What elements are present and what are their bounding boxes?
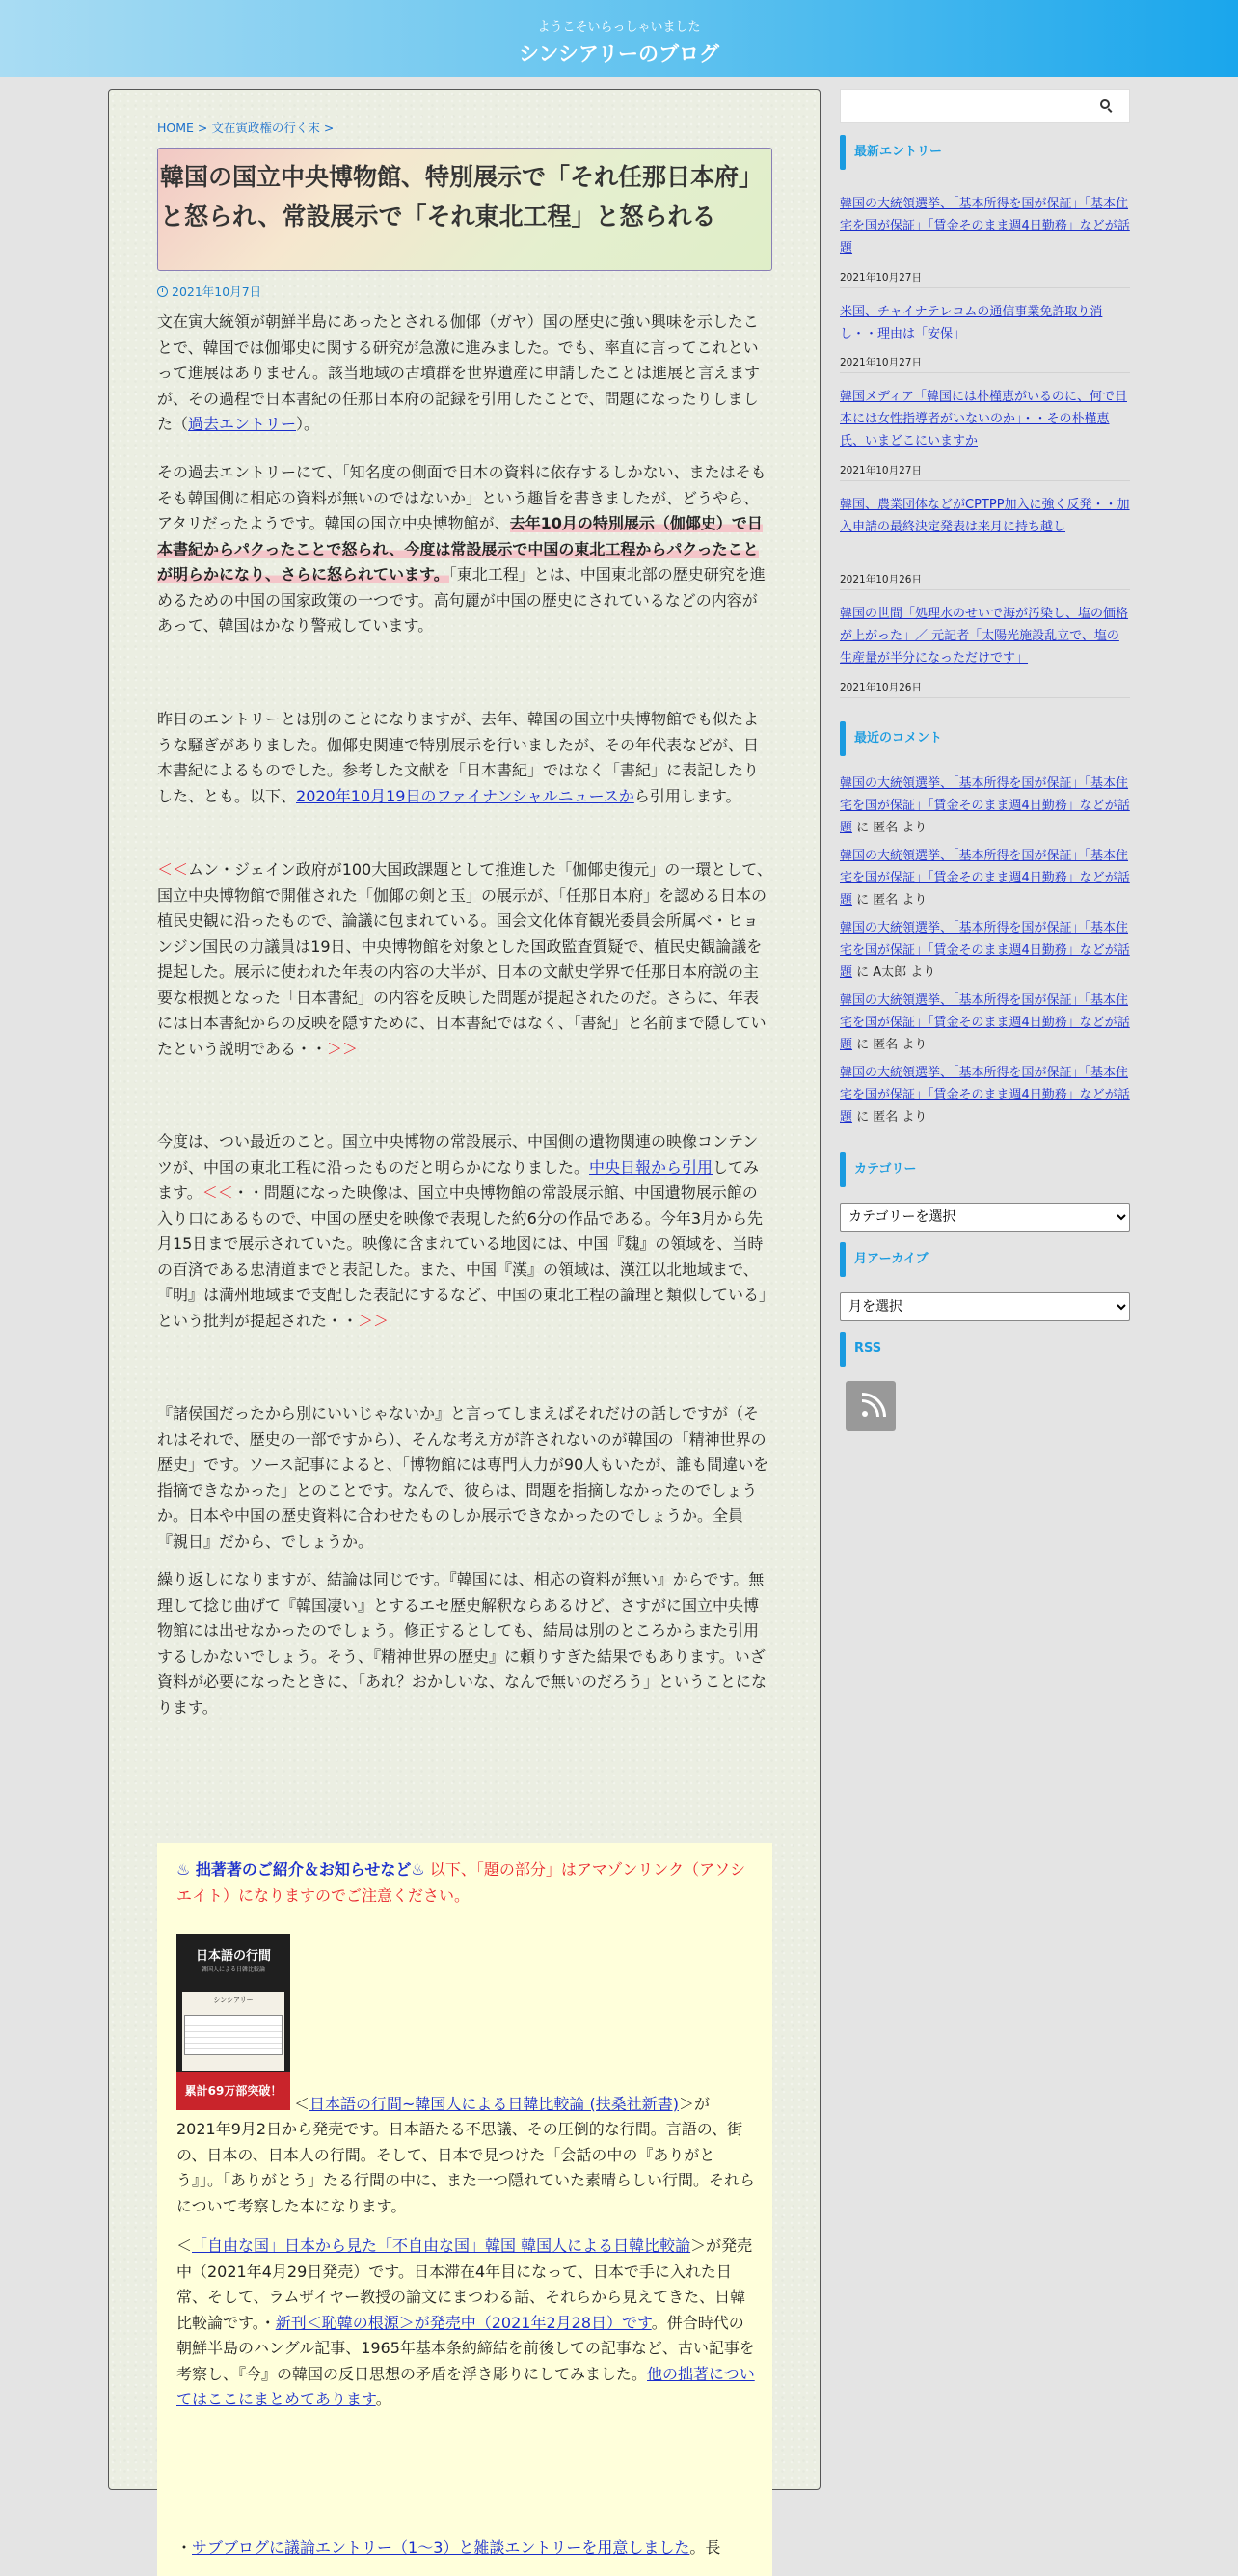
search-icon[interactable]: [1100, 99, 1110, 109]
paragraph-4: [157, 1129, 772, 1334]
book1-link[interactable]: 日本語の行間~韓国人による日韓比較論 (扶桑社新書): [310, 2095, 679, 2113]
breadcrumb-sep: >: [193, 121, 212, 135]
recent-entry-link[interactable]: 韓国の大統領選挙、「基本所得を国が保証」「基本住宅を国が保証」「賃金そのまま週4日勤務」などが話題: [840, 197, 1130, 256]
book-cover-title: 日本語の行間: [195, 1949, 271, 1964]
book1-description: 2021年9月2日から発売です。日本語たる不思議、その圧倒的な行間。言語の、街の、日本の、日本人の行間。そして、日本で見つけた「会話の中の『ありがとう』」。「ありがとう」たる行間の中に、また一つ隠れていた素晴らしい行間。それらについて考察した本になります。: [176, 2120, 756, 2215]
post-date: [157, 283, 772, 300]
book-cover-author: シンシアリー: [213, 1996, 254, 2004]
comment-author: に 匿名 より: [852, 1110, 928, 1125]
post-title: 韓国の国立中央博物館、特別展示で「それ任那日本府」と怒られ、常設展示で「それ東北工程」と怒られる: [157, 148, 772, 271]
quote-close-mark: ＞＞: [327, 1039, 359, 1058]
paragraph-text: 今度は、つい最近のこと。国立中央博物の常設展示、中国側の遺物関連の映像コンテンツが、中国の東北工程に沿ったものだと明らかになりました。: [157, 1132, 759, 1177]
comment-author: に 匿名 より: [852, 893, 928, 908]
recent-entry-date: 2021年10月27日: [840, 465, 922, 476]
recent-entry-link[interactable]: 韓国の世間「処理水のせいで海が汚染し、塩の価格が上がった」／ 元記者「太陽光施設乱立で、塩の生産量が半分になっただけです」: [840, 607, 1129, 665]
recent-entry-link[interactable]: 韓国メディア「韓国には朴槿恵がいるのに、何で日本には女性指導者がいないのか」・・その朴槿恵氏、いまどこにいますか: [840, 390, 1127, 448]
recent-comment: [840, 917, 1130, 984]
quote-text: ムン・ジェイン政府が100大国政課題として推進した「伽倻史復元」の一環として、国立中央博物館で開催された「伽倻の剣と玉」の展示が、「任那日本府」を認める日本の植民史観に沿ったもので、論議に包まれている。国会文化体育観光委員会所属ベ・ヒョンジン国民の力議員は19日、中央博物館を対象とした国政監査質疑で、植民史観論議を提起した。展示に使われた年表の内容の大半が、日本の文献史学界で任那日本府説の主要な根拠となった「日本書紀」の内容を反映した問題が提起されたのだ。さらに、年表には日本書紀からの反映を隠すために、日本書紀ではなく、「書紀」と名前まで隠していたという説明である・・: [157, 860, 772, 1058]
paragraph-text: 文在寅大統領が朝鮮半島にあったとされる伽倻（ガヤ）国の歴史に強い興味を示したことで、韓国では伽倻史に関する研究が急激に進みました。でも、率直に言ってこれといって進展はありません。該当地域の古墳群を世界遺産に申請したことは進展と言えますが、その過程で日本書紀の任那日本府の記録を引用したことで、問題になったりしました（: [157, 312, 760, 433]
breadcrumb-home[interactable]: HOME: [157, 121, 194, 135]
recent-entry-link[interactable]: 韓国、農業団体などがCPTPP加入に強く反発・・加入申請の最終決定発表は来月に持ち越し: [840, 498, 1130, 534]
recent-comment: [840, 1062, 1130, 1128]
site-tagline: ようこそいらっしゃいました: [537, 20, 701, 35]
site-title[interactable]: シンシアリーのブログ: [518, 42, 720, 66]
promo-heading: ♨ 拙著著のご紹介＆お知らせなど♨: [176, 1860, 425, 1879]
divider: [840, 287, 1130, 288]
quote-text: ・・問題になった映像は、国立中央博物館の常設展示館、中国遺物展示館の入り口にあるもので、中国の歴史を映像で表現した約6分の作品である。今年3月から先月15日まで展示されていた。映像に含まれている地図には、中国『魏』の領域を、当時の百済である忠清道までと表記した。また、中国『漢』の領域は、漢江以北地域まで、『明』は満州地域まで支配した表記にするなど、中国の東北工程の論理と類似している」という批判が提起された・・: [157, 1183, 767, 1330]
bracket: ＞が: [679, 2095, 711, 2113]
book2-link[interactable]: 「自由な国」日本から見た「不自由な国」韓国 韓国人による日韓比較論: [192, 2237, 691, 2255]
comment-entry-link[interactable]: 韓国の大統領選挙、「基本所得を国が保証」「基本住宅を国が保証」「賃金そのまま週4日勤務」などが話題: [840, 849, 1130, 908]
paragraph-text: 。: [375, 2390, 391, 2408]
book3-description: 。併合時代の朝鮮半島のハングル記事、1965年基本条約締結を前後しての記事など、古い記事を考察し、『今』の韓国の反日思想の矛盾を浮き彫りにしてみました。: [176, 2313, 755, 2383]
paragraph-1: [157, 310, 772, 438]
recent-comment: [840, 990, 1130, 1056]
book2-description: ＞が発売中（2021年4月29日発売）です。日本滞在4年目になって、日本で手に入れた日常、そして、ラムザイヤー教授の論文にまつわる話、それらから見えてきた、日韓比較論です。・: [176, 2237, 753, 2332]
paragraph-text: ら引用します。: [633, 786, 741, 805]
recent-entry-date: 2021年10月26日: [840, 682, 922, 693]
archive-select[interactable]: [840, 1292, 1130, 1321]
book3-link[interactable]: 新刊＜恥韓の根源＞が発売中（2021年2月28日）です: [275, 2313, 652, 2332]
joongang-link[interactable]: 中央日報から引用: [589, 1157, 713, 1177]
book-cover-image[interactable]: [176, 1934, 290, 2110]
book2-3-paragraph: [176, 2234, 755, 2413]
highlighted-text: 去年10月の特別展示（伽倻史）で日本書紀からパクったことで怒られ、今度は常設展示で中国の東北工程からパクったことが明らかになり、さらに怒られています。: [157, 514, 763, 583]
comment-author: に A太郎 より: [852, 965, 936, 980]
quote-1: [157, 857, 772, 1062]
recent-entry-date: 2021年10月27日: [840, 357, 922, 368]
comment-entry-link[interactable]: 韓国の大統領選挙、「基本所得を国が保証」「基本住宅を国が保証」「賃金そのまま週4日勤務」などが話題: [840, 1066, 1130, 1125]
book-cover-band: 累計69万部突破！: [176, 2072, 290, 2110]
sub-blog-line: [176, 2535, 755, 2562]
sub-blog-link[interactable]: サブブログに議論エントリー（1～3）と雑談エントリーを用意しました: [192, 2538, 690, 2557]
paragraph-text: ）。: [296, 415, 320, 433]
paragraph-text: してみます。: [157, 1157, 760, 1202]
quote-open-mark: ＜＜: [202, 1183, 233, 1202]
recent-entries-heading: 最新エントリー: [840, 135, 1130, 170]
recent-entry-date: 2021年10月26日: [840, 574, 922, 585]
breadcrumb-sep: >: [319, 121, 335, 135]
paragraph-text: 昨日のエントリーとは別のことになりますが、去年、韓国の国立中央博物館でも似たような騒ぎがありました。伽倻史関連で特別展示を行いましたが、その年代表などが、日本書紀によるものでした。参考した文献を「日本書紀」ではなく「書紀」に表記したりした、とも。以下、: [157, 710, 760, 805]
archive-heading: 月アーカイブ: [840, 1242, 1130, 1277]
comment-entry-link[interactable]: 韓国の大統領選挙、「基本所得を国が保証」「基本住宅を国が保証」「賃金そのまま週4日勤務」などが話題: [840, 921, 1130, 980]
promo-heading-line: [176, 1857, 755, 1909]
paragraph-6: 繰り返しになりますが、結論は同じです。『韓国には、相応の資料が無い』からです。無理して捻じ曲げて『韓国凄い』とするエセ歴史解釈ならあるけど、さすがに国立中央博物館には出せなかったのでしょう。修正するとしても、結局は別のところからまた引用するしかないでしょう。そう、『精神世界の歴史』に頼りすぎた結果でもあります。いざ資料が必要になったときに、「あれ？おかしいな、なんで無いのだろう」ということになります。: [157, 1570, 767, 1717]
bullet: ・: [176, 2538, 193, 2557]
comment-author: に 匿名 より: [852, 1038, 928, 1052]
breadcrumb-category[interactable]: 文在寅政権の行く末: [211, 121, 320, 135]
search-input[interactable]: [847, 90, 1072, 122]
post-date-text: 2021年10月7日: [172, 285, 262, 299]
bracket: ＜: [176, 2237, 193, 2255]
category-select[interactable]: [840, 1203, 1130, 1232]
paragraph-5: 『諸侯国だったから別にいいじゃないか』と言ってしまえばそれだけの話しですが（それはそれで、歴史の一部ですから）、そんな考え方が許されないのが韓国の「精神世界の歴史」です。ソース記事によると、「博物館には専門人力が90人もいたが、誰も間違いを指摘できなかった」とのことです。なんで、彼らは、問題を指摘しなかったのでしょうか。日本や中国の歴史資料に合わせたものしか展示できなかったのでしょうか。全員『親日』だから、でしょうか。: [157, 1404, 769, 1551]
recent-entry-link[interactable]: 米国、チャイナテレコムの通信事業免許取り消し・・理由は「安保」: [840, 305, 1103, 341]
paragraph-text: 「東北工程」とは、中国東北部の歴史研究を進めるための中国の国家政策の一つです。高句麗が中国の歴史にされているなどの内容があって、韓国はかなり警戒しています。: [157, 565, 766, 635]
quote-close-mark: ＞＞: [358, 1311, 390, 1330]
site-header: [0, 0, 1238, 77]
comment-entry-link[interactable]: 韓国の大統領選挙、「基本所得を国が保証」「基本住宅を国が保証」「賃金そのまま週4日勤務」などが話題: [840, 776, 1130, 835]
promo-box: [157, 1843, 772, 2576]
divider: [840, 589, 1130, 590]
comment-author: に 匿名 より: [852, 821, 928, 835]
recent-comment: [840, 773, 1130, 839]
recent-entry-date: 2021年10月27日: [840, 272, 922, 284]
book1-title-line: [294, 2092, 755, 2118]
promo-notice: 以下、「題の部分」はアマゾンリンク（アソシエイト）になりますのでご注意ください。: [176, 1860, 746, 1905]
divider: [840, 372, 1130, 373]
rss-heading: RSS: [840, 1332, 1130, 1367]
quote-open-mark: ＜＜: [157, 860, 189, 879]
paragraph-3: [157, 707, 772, 809]
paragraph-text: その過去エントリーにて、「知名度の側面で日本の資料に依存するしかない、またはそもそも韓国側に相応の資料が無いのではないか」という趣旨を書きましたが、どうやら、アタリだったようです。韓国の国立中央博物館が、: [157, 463, 767, 532]
clock-icon: [157, 286, 168, 297]
other-books-link[interactable]: 他の拙著についてはここにまとめてあります: [176, 2364, 755, 2408]
bracket: ＜: [294, 2095, 310, 2113]
breadcrumb: [157, 119, 772, 136]
past-entry-link[interactable]: 過去エントリー: [188, 415, 297, 433]
category-heading: カテゴリー: [840, 1152, 1130, 1187]
rss-icon[interactable]: [846, 1381, 896, 1431]
financial-news-link[interactable]: 2020年10月19日のファイナンシャルニュースか: [296, 786, 634, 805]
recent-comment: [840, 845, 1130, 911]
comment-entry-link[interactable]: 韓国の大統領選挙、「基本所得を国が保証」「基本住宅を国が保証」「賃金そのまま週4日勤務」などが話題: [840, 993, 1130, 1052]
book-cover-subtitle: 韓国人による日韓比較論: [201, 1966, 265, 1973]
recent-comments-heading: 最近のコメント: [840, 721, 1130, 756]
book-cover-catch: [184, 2015, 283, 2055]
divider: [840, 480, 1130, 481]
main-content: [108, 89, 821, 2557]
paragraph-2: [157, 460, 772, 639]
paragraph-text: 。長: [689, 2538, 721, 2557]
divider: [840, 697, 1130, 698]
search-box: [840, 89, 1130, 123]
